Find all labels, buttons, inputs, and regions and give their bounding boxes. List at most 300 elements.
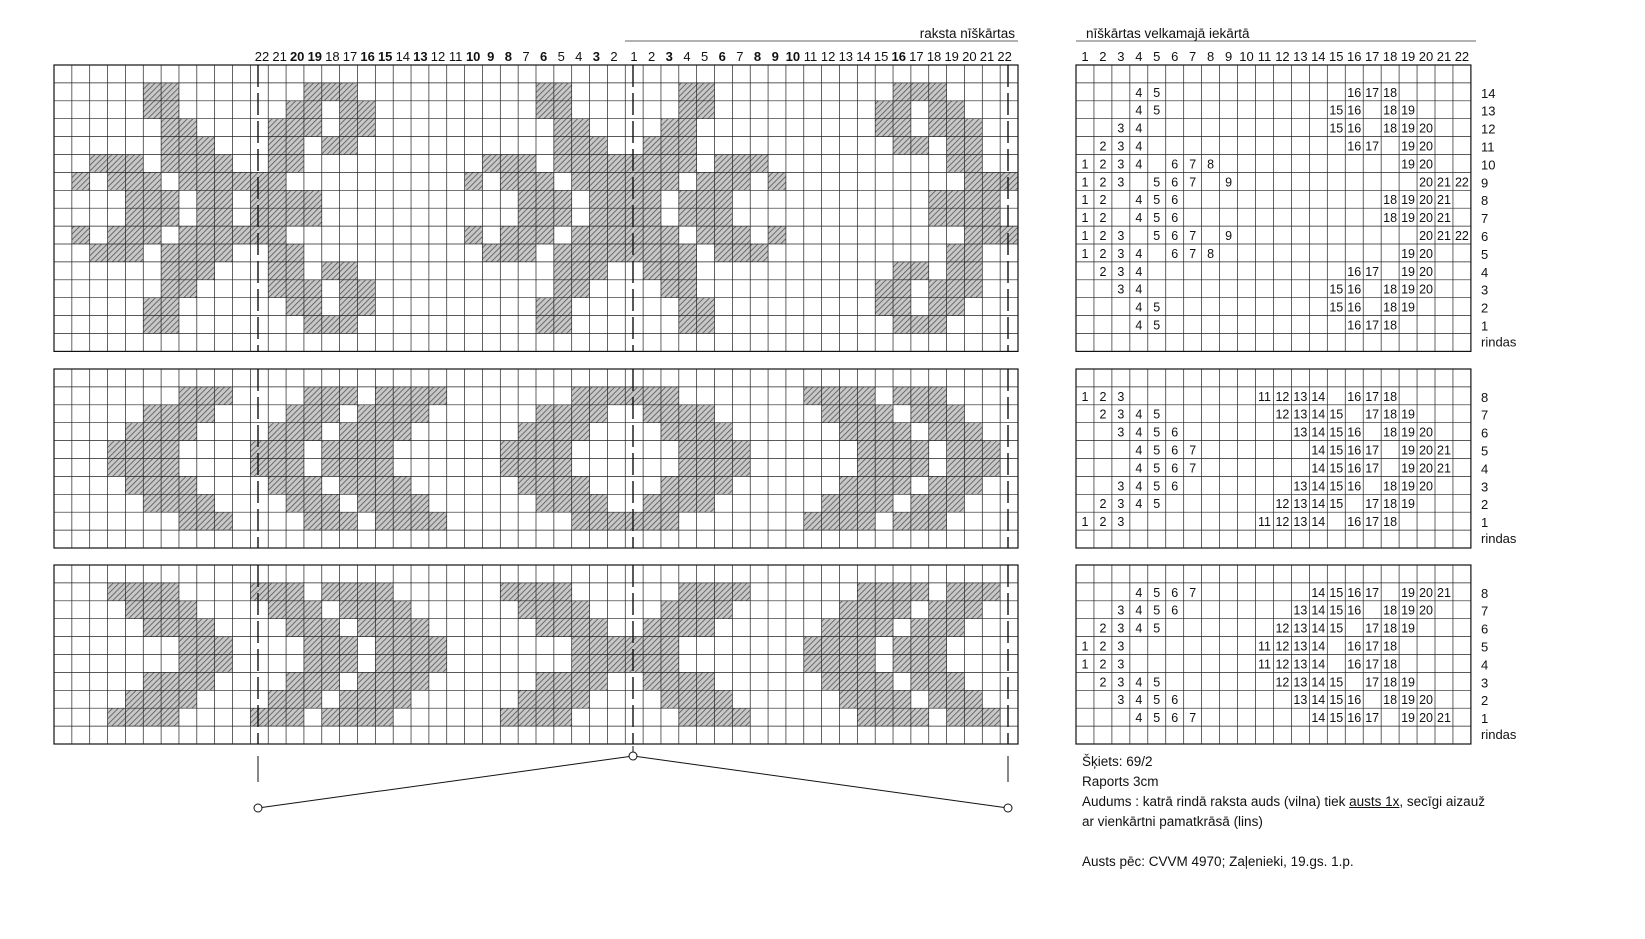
pattern-cell	[964, 155, 982, 173]
pattern-cell	[661, 244, 679, 262]
pattern-cell	[643, 672, 661, 690]
lifting-cell-14: 14	[1311, 515, 1326, 530]
pattern-cell	[429, 387, 447, 405]
pattern-cell	[233, 226, 251, 244]
pattern-cell	[536, 226, 554, 244]
pattern-cell	[875, 423, 893, 441]
pattern-cell	[286, 441, 304, 459]
pattern-cell	[964, 459, 982, 477]
pattern-cell	[90, 155, 108, 173]
pattern-cell	[839, 423, 857, 441]
lifting-cell-2: 2	[1099, 139, 1107, 154]
lifting-cell-6: 6	[1171, 175, 1179, 190]
lifting-header-10: 10	[1239, 49, 1254, 64]
pattern-cell	[947, 155, 965, 173]
lifting-cell-15: 15	[1329, 711, 1344, 726]
pattern-cell	[143, 208, 161, 226]
pattern-cell	[375, 441, 393, 459]
pattern-cell	[732, 708, 750, 726]
lifting-cell-3: 3	[1117, 621, 1125, 636]
lifting-cell-14: 14	[1311, 621, 1326, 636]
pattern-cell	[357, 583, 375, 601]
pattern-cell	[679, 494, 697, 512]
pattern-cell	[215, 208, 233, 226]
pattern-cell	[375, 655, 393, 673]
lifting-cell-15: 15	[1329, 497, 1344, 512]
pattern-cell	[697, 441, 715, 459]
pattern-cell	[875, 619, 893, 637]
lifting-header-2: 2	[1099, 49, 1107, 64]
pattern-cell	[250, 190, 268, 208]
pattern-cell	[947, 101, 965, 119]
pattern-cell	[286, 459, 304, 477]
pattern-cell	[857, 655, 875, 673]
pattern-cell	[304, 405, 322, 423]
pattern-cell	[679, 208, 697, 226]
pattern-cell	[322, 441, 340, 459]
pattern-cell	[215, 244, 233, 262]
row-number-4: 4	[1481, 264, 1489, 280]
row-number-7: 7	[1481, 211, 1489, 227]
pattern-cell	[732, 226, 750, 244]
lifting-cell-13: 13	[1293, 639, 1308, 654]
row-number-1: 1	[1481, 711, 1489, 727]
pattern-header-l-6: 6	[539, 49, 548, 64]
pattern-cell	[340, 119, 358, 137]
lifting-cell-15: 15	[1329, 675, 1344, 690]
pattern-cell	[590, 672, 608, 690]
pattern-cell	[857, 601, 875, 619]
pattern-cell	[679, 459, 697, 477]
pattern-cell	[143, 708, 161, 726]
pattern-header-r-17: 17	[909, 49, 924, 64]
lifting-cell-18: 18	[1383, 211, 1398, 226]
pattern-cell	[340, 690, 358, 708]
lifting-cell-5: 5	[1153, 211, 1161, 226]
pattern-cell	[108, 244, 126, 262]
pattern-cell	[268, 690, 286, 708]
pattern-cell	[518, 190, 536, 208]
pattern-cell	[125, 441, 143, 459]
lifting-cell-3: 3	[1117, 407, 1125, 422]
lifting-cell-15: 15	[1329, 121, 1344, 136]
pattern-cell	[357, 298, 375, 316]
pattern-cell	[607, 226, 625, 244]
pattern-cell	[661, 601, 679, 619]
lifting-cell-3: 3	[1117, 425, 1125, 440]
pattern-cell	[715, 172, 733, 190]
pattern-cell	[322, 262, 340, 280]
pattern-cell	[964, 172, 982, 190]
pattern-cell	[822, 619, 840, 637]
lifting-cell-21: 21	[1437, 585, 1451, 600]
lifting-cell-6: 6	[1171, 693, 1179, 708]
pattern-cell	[125, 583, 143, 601]
pattern-cell	[108, 583, 126, 601]
lifting-cell-3: 3	[1117, 264, 1125, 279]
pattern-cell	[375, 387, 393, 405]
pattern-cell	[179, 262, 197, 280]
lifting-cell-2: 2	[1099, 515, 1107, 530]
pattern-cell	[143, 226, 161, 244]
lifting-cell-4: 4	[1135, 211, 1143, 226]
pattern-cell	[607, 208, 625, 226]
pattern-cell	[554, 83, 572, 101]
pattern-cell	[964, 119, 982, 137]
pattern-cell	[340, 262, 358, 280]
pattern-header-l-13: 13	[413, 49, 428, 64]
pattern-cell	[947, 208, 965, 226]
pattern-cell	[929, 619, 947, 637]
lifting-cell-20: 20	[1419, 157, 1433, 172]
pattern-cell	[982, 190, 1000, 208]
lifting-cell-5: 5	[1153, 711, 1161, 726]
lifting-cell-18: 18	[1383, 639, 1398, 654]
pattern-cell	[161, 155, 179, 173]
notes-fabric-c: , secīgi aizauž	[1399, 794, 1485, 809]
pattern-cell	[857, 459, 875, 477]
lifting-cell-2: 2	[1099, 389, 1107, 404]
lifting-cell-13: 13	[1293, 621, 1308, 636]
lifting-cell-13: 13	[1293, 389, 1308, 404]
pattern-cell	[875, 441, 893, 459]
lifting-cell-5: 5	[1153, 585, 1161, 600]
pattern-cell	[340, 637, 358, 655]
pattern-cell	[536, 583, 554, 601]
lifting-cell-3: 3	[1117, 603, 1125, 618]
pattern-cell	[929, 190, 947, 208]
lifting-cell-20: 20	[1419, 139, 1433, 154]
lifting-cell-3: 3	[1117, 121, 1125, 136]
pattern-cell	[679, 441, 697, 459]
lifting-cell-20: 20	[1419, 585, 1433, 600]
pattern-cell	[893, 583, 911, 601]
pattern-cell	[947, 119, 965, 137]
repeat-node-1	[629, 752, 637, 760]
pattern-cell	[161, 101, 179, 119]
lifting-cell-6: 6	[1171, 443, 1179, 458]
pattern-cell	[125, 226, 143, 244]
pattern-cell	[590, 512, 608, 530]
lifting-cell-13: 13	[1293, 407, 1308, 422]
lifting-cell-20: 20	[1419, 229, 1433, 243]
pattern-header-r-6: 6	[718, 49, 726, 64]
pattern-cell	[929, 119, 947, 137]
pattern-cell	[179, 476, 197, 494]
pattern-cell	[893, 423, 911, 441]
pattern-cell	[964, 690, 982, 708]
pattern-cell	[929, 690, 947, 708]
pattern-cell	[715, 423, 733, 441]
pattern-cell	[839, 672, 857, 690]
pattern-cell	[643, 619, 661, 637]
pattern-cell	[268, 137, 286, 155]
pattern-cell	[518, 226, 536, 244]
pattern-cell	[179, 387, 197, 405]
pattern-cell	[964, 441, 982, 459]
lifting-cell-17: 17	[1365, 497, 1380, 512]
pattern-cell	[429, 512, 447, 530]
pattern-cell	[839, 476, 857, 494]
pattern-cell	[715, 583, 733, 601]
lifting-cell-6: 6	[1171, 479, 1179, 494]
pattern-cell	[554, 672, 572, 690]
pattern-cell	[643, 637, 661, 655]
pattern-cell	[125, 244, 143, 262]
repeat-node-0	[254, 804, 262, 812]
lifting-cell-3: 3	[1117, 479, 1125, 494]
pattern-cell	[340, 423, 358, 441]
pattern-cell	[161, 672, 179, 690]
lifting-cell-16: 16	[1347, 443, 1362, 458]
lifting-cell-19: 19	[1401, 675, 1416, 690]
row-number-8: 8	[1481, 389, 1489, 405]
pattern-cell	[929, 405, 947, 423]
lifting-cell-6: 6	[1171, 211, 1179, 226]
lifting-cell-14: 14	[1311, 407, 1326, 422]
pattern-cell	[393, 476, 411, 494]
pattern-cell	[536, 476, 554, 494]
lifting-cell-5: 5	[1153, 300, 1161, 315]
pattern-cell	[679, 405, 697, 423]
pattern-cell	[197, 512, 215, 530]
pattern-cell	[964, 190, 982, 208]
row-number-4: 4	[1481, 657, 1489, 673]
lifting-cell-19: 19	[1401, 425, 1416, 440]
pattern-cell	[982, 441, 1000, 459]
pattern-cell	[893, 262, 911, 280]
pattern-cell	[875, 298, 893, 316]
pattern-cell	[125, 476, 143, 494]
pattern-header-r-10: 10	[785, 49, 801, 64]
pattern-cell	[822, 655, 840, 673]
pattern-cell	[340, 708, 358, 726]
pattern-cell	[822, 387, 840, 405]
pattern-header-r-16: 16	[891, 49, 906, 64]
pattern-cell	[143, 190, 161, 208]
lifting-cell-19: 19	[1401, 139, 1416, 154]
lifting-cell-3: 3	[1117, 282, 1125, 297]
lifting-cell-20: 20	[1419, 264, 1433, 279]
pattern-cell	[304, 423, 322, 441]
lifting-shafts-label: nīškārtas velkamajā iekārtā	[1086, 26, 1250, 41]
lifting-header-7: 7	[1189, 49, 1197, 64]
lifting-cell-3: 3	[1117, 693, 1125, 708]
pattern-cell	[590, 190, 608, 208]
pattern-cell	[268, 172, 286, 190]
pattern-cell	[661, 405, 679, 423]
lifting-cell-17: 17	[1365, 85, 1380, 100]
pattern-cell	[411, 512, 429, 530]
lifting-cell-5: 5	[1153, 425, 1161, 440]
pattern-header-l-11: 11	[448, 49, 463, 64]
lifting-cell-14: 14	[1311, 497, 1326, 512]
pattern-cell	[322, 316, 340, 334]
pattern-cell	[411, 387, 429, 405]
pattern-cell	[268, 208, 286, 226]
pattern-cell	[839, 405, 857, 423]
pattern-cell	[822, 512, 840, 530]
pattern-cell	[929, 512, 947, 530]
pattern-cell	[715, 155, 733, 173]
lifting-cell-16: 16	[1347, 300, 1362, 315]
pattern-cell	[411, 655, 429, 673]
pattern-cell	[340, 387, 358, 405]
lifting-cell-14: 14	[1311, 711, 1326, 726]
lifting-cell-1: 1	[1081, 193, 1089, 208]
pattern-cell	[179, 244, 197, 262]
row-number-14: 14	[1481, 85, 1496, 101]
lifting-cell-3: 3	[1117, 157, 1125, 172]
lifting-cell-16: 16	[1347, 425, 1362, 440]
lifting-cell-3: 3	[1117, 389, 1125, 404]
pattern-cell	[893, 280, 911, 298]
lifting-cell-14: 14	[1311, 479, 1326, 494]
pattern-cell	[536, 459, 554, 477]
lifting-cell-4: 4	[1135, 318, 1143, 333]
pattern-cell	[179, 655, 197, 673]
pattern-cell	[357, 601, 375, 619]
pattern-cell	[143, 476, 161, 494]
pattern-cell	[911, 637, 929, 655]
pattern-cell	[875, 405, 893, 423]
lifting-cell-2: 2	[1099, 193, 1107, 208]
pattern-cell	[929, 101, 947, 119]
row-number-7: 7	[1481, 407, 1489, 423]
lifting-cell-19: 19	[1401, 264, 1416, 279]
pattern-cell	[268, 476, 286, 494]
lifting-cell-4: 4	[1135, 246, 1143, 261]
lifting-cell-14: 14	[1311, 461, 1326, 476]
pattern-cell	[929, 476, 947, 494]
pattern-cell	[161, 298, 179, 316]
pattern-cell	[536, 190, 554, 208]
pattern-cell	[268, 155, 286, 173]
lifting-cell-3: 3	[1117, 139, 1125, 154]
pattern-cell	[143, 601, 161, 619]
row-number-1: 1	[1481, 318, 1489, 334]
pattern-cell	[625, 512, 643, 530]
pattern-cell	[215, 172, 233, 190]
pattern-cell	[911, 708, 929, 726]
lifting-header-22: 22	[1454, 49, 1470, 64]
lifting-header-15: 15	[1329, 49, 1344, 64]
lifting-cell-16: 16	[1347, 693, 1362, 708]
lifting-cell-17: 17	[1365, 318, 1380, 333]
pattern-cell	[322, 137, 340, 155]
pattern-cell	[375, 423, 393, 441]
pattern-cell	[661, 672, 679, 690]
pattern-cell	[197, 405, 215, 423]
pattern-header-l-3: 3	[592, 49, 601, 64]
pattern-cell	[161, 244, 179, 262]
pattern-cell	[572, 512, 590, 530]
pattern-cell	[429, 655, 447, 673]
lifting-cell-8: 8	[1207, 157, 1215, 172]
pattern-header-r-21: 21	[979, 49, 995, 64]
lifting-cell-21: 21	[1437, 461, 1451, 476]
pattern-cell	[393, 672, 411, 690]
row-number-6: 6	[1481, 229, 1489, 244]
pattern-cell	[161, 423, 179, 441]
lifting-header-17: 17	[1364, 49, 1380, 64]
pattern-cell	[161, 476, 179, 494]
pattern-cell	[304, 512, 322, 530]
lifting-cell-20: 20	[1419, 461, 1433, 476]
pattern-cell	[732, 441, 750, 459]
pattern-cell	[875, 708, 893, 726]
pattern-cell	[179, 405, 197, 423]
pattern-cell	[357, 405, 375, 423]
lifting-cell-13: 13	[1293, 657, 1308, 672]
pattern-cell	[143, 619, 161, 637]
pattern-cell	[679, 619, 697, 637]
pattern-cell	[679, 476, 697, 494]
lifting-header-9: 9	[1224, 49, 1233, 64]
lifting-cell-5: 5	[1153, 443, 1161, 458]
pattern-cell	[554, 244, 572, 262]
lifting-cell-16: 16	[1347, 318, 1362, 333]
lifting-cell-8: 8	[1207, 246, 1215, 261]
pattern-cell	[322, 494, 340, 512]
lifting-cell-18: 18	[1383, 282, 1398, 297]
pattern-cell	[643, 208, 661, 226]
lifting-cell-2: 2	[1099, 621, 1107, 636]
pattern-cell	[893, 83, 911, 101]
pattern-cell	[268, 583, 286, 601]
lifting-cell-22: 22	[1454, 175, 1469, 190]
lifting-cell-2: 2	[1099, 246, 1107, 261]
lifting-cell-4: 4	[1135, 675, 1143, 690]
lifting-cell-19: 19	[1401, 121, 1416, 136]
pattern-cell	[90, 244, 108, 262]
pattern-header-l-5: 5	[557, 49, 565, 64]
pattern-cell	[590, 405, 608, 423]
pattern-cell	[661, 172, 679, 190]
pattern-cell	[411, 405, 429, 423]
pattern-cell	[893, 637, 911, 655]
pattern-cell	[286, 672, 304, 690]
pattern-cell	[697, 690, 715, 708]
pattern-cell	[715, 476, 733, 494]
pattern-cell	[340, 583, 358, 601]
pattern-cell	[857, 387, 875, 405]
row-number-2: 2	[1481, 300, 1489, 316]
pattern-cell	[375, 459, 393, 477]
pattern-cell	[340, 512, 358, 530]
pattern-header-l-18: 18	[325, 49, 340, 64]
pattern-cell	[1000, 172, 1018, 190]
pattern-cell	[982, 708, 1000, 726]
pattern-cell	[732, 459, 750, 477]
pattern-cell	[179, 690, 197, 708]
pattern-cell	[429, 637, 447, 655]
pattern-cell	[572, 137, 590, 155]
pattern-cell	[929, 637, 947, 655]
pattern-cell	[661, 637, 679, 655]
row-number-8: 8	[1481, 193, 1489, 209]
pattern-cell	[697, 708, 715, 726]
pattern-cell	[411, 619, 429, 637]
pattern-cell	[929, 601, 947, 619]
pattern-header-r-2: 2	[648, 49, 656, 64]
pattern-cell	[393, 405, 411, 423]
pattern-cell	[590, 226, 608, 244]
pattern-cell	[679, 708, 697, 726]
lifting-cell-3: 3	[1117, 229, 1125, 243]
pattern-cell	[304, 280, 322, 298]
row-number-9: 9	[1481, 175, 1489, 191]
